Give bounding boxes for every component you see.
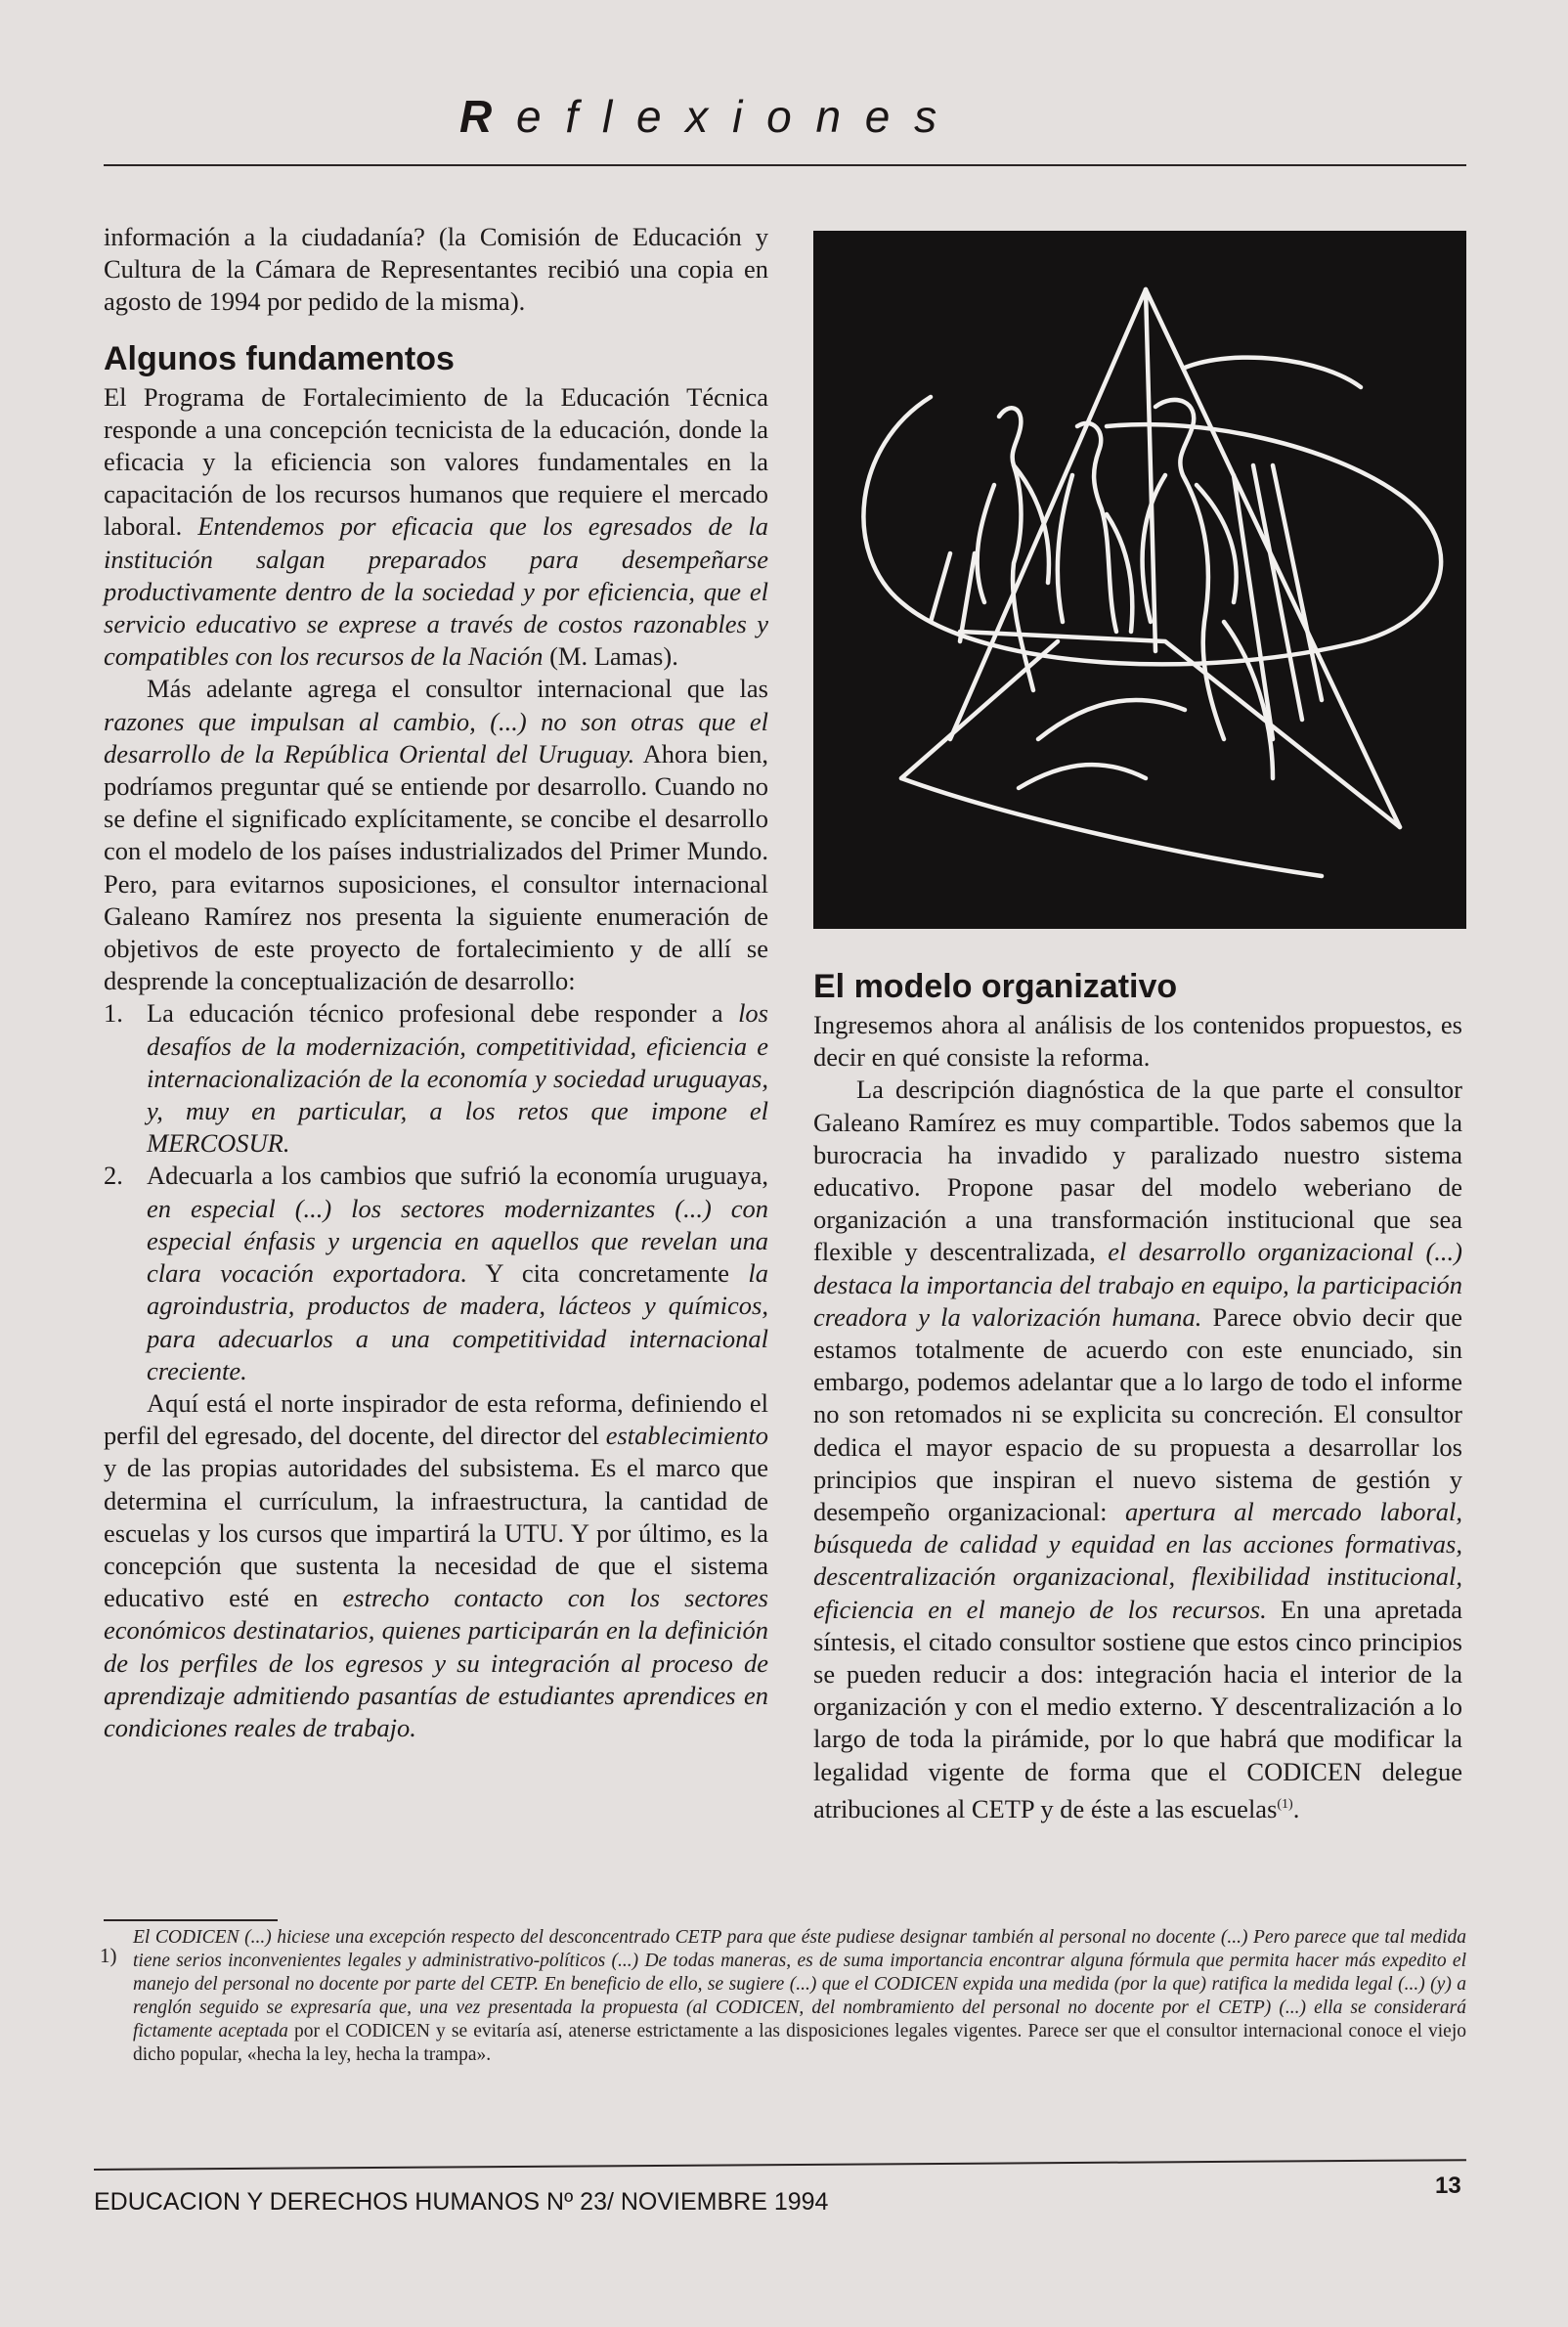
footer-rule xyxy=(94,2159,1466,2171)
right-column xyxy=(813,968,1462,1825)
objectives-list xyxy=(104,997,768,1386)
left-column xyxy=(104,221,768,1744)
footer-publication: EDUCACION Y DERECHOS HUMANOS Nº 23/ NOVIEMBRE 1994 xyxy=(94,2188,829,2216)
list-item-number: 2. xyxy=(104,1161,123,1191)
line-art-illustration xyxy=(813,231,1466,929)
quote-lamas: Entendemos por eficacia que los egresados de la institución salgan preparados para desempeñarse productivamente dentro de la sociedad y por eficiencia, que el servicio educativo se exprese a través de costos razonables y compatibles con los recursos de la Nación xyxy=(104,511,768,672)
running-header-rest: e f l e x i o n e s xyxy=(516,91,941,142)
quote-razones: razones que impulsan al cambio, (...) no son otras que el desarrollo de la República Oriental del Uruguay. xyxy=(104,706,768,768)
footnote-ref: (1) xyxy=(1277,1796,1293,1812)
paragraph-desarrollo: Más adelante agrega el consultor internacional que las razones que impulsan al cambio, (...) no son otras que el desarrollo de la República Oriental del Uruguay. Ahora bien, podríamos preguntar qué se entiende por desarrollo. Cuando no se define el significado explícitamente, se concibe el desarrollo con el modelo de los países industrializados del Primer Mundo. Pero, para evitarnos suposiciones, el consultor internacional Galeano Ramírez nos presenta la siguiente enumeración de objetivos de este proyecto de fortalecimiento y de allí se desprende la conceptualización de desarrollo: xyxy=(104,674,768,996)
header-rule xyxy=(104,164,1466,166)
paragraph-norte: Aquí está el norte inspirador de esta reforma, definiendo el perfil del egresado, del docente, del director del establecimiento y de las propias autoridades del subsistema. Es el marco que determina el currículum, la infraestructura, la cantidad de escuelas y los cursos que impartirá la UTU. Y por último, es la concepción que sustenta la necesidad de que el sistema educativo esté en estrecho contacto con los sectores económicos destinatarios, quienes participarán en la definición de los perfiles de los egresos y su integración al proceso de aprendizaje admitiendo pasantías de estudiantes aprendices en condiciones reales de trabajo. xyxy=(104,1387,768,1742)
footnote-number: 1) xyxy=(100,1944,117,1967)
running-header xyxy=(459,90,1144,143)
footnote xyxy=(94,1926,1466,2067)
section-heading-modelo: El modelo organizativo xyxy=(813,968,1178,1005)
list-item: 2. Adecuarla a los cambios que sufrió la economía uruguaya, en especial (...) los sectores modernizantes (...) con especial énfasis y urgencia en aquellos que revelan una clara vocación exportadora. Y cita concretamente la agroindustria, productos de madera, lácteos y químicos, para adecuarlos a una competitividad internacional creciente. xyxy=(104,1161,768,1385)
paragraph-analisis: Ingresemos ahora al análisis de los contenidos propuestos, es decir en qué consiste la reforma. xyxy=(813,1010,1462,1073)
paragraph-eficacia: El Programa de Fortalecimiento de la Educación Técnica responde a una concepción tecnicista de la educación, donde la eficacia y la eficiencia son valores fundamentales en la capacitación de los recursos humanos que requiere el mercado laboral. Entendemos por eficacia que los egresados de la institución salgan preparados para desempeñarse productivamente dentro de la sociedad y por eficiencia, que el servicio educativo se exprese a través de costos razonables y compatibles con los recursos de la Nación (M. Lamas). xyxy=(104,381,768,672)
list-item-number: 1. xyxy=(104,998,123,1029)
intro-paragraph: información a la ciudadanía? (la Comisión de Educación y Cultura de la Cámara de Representantes recibió una copia en agosto de 1994 por pedido de la misma). xyxy=(104,222,768,317)
page-number: 13 xyxy=(1435,2173,1461,2199)
list-item: 1. La educación técnico profesional debe responder a los desafíos de la modernización, competitividad, eficiencia e internacionalización de la economía y sociedad uruguayas, y, muy en particular, a los retos que impone el MERCOSUR. xyxy=(104,998,768,1159)
footnote-body: El CODICEN (...) hiciese una excepción respecto del desconcentrado CETP para que éste pudiese designar también al personal no docente (...) Pero parece que tal medida tiene serios inconvenientes legales y administrativo-políticos (...) De todas maneras, es de suma importancia encontrar alguna fórmula que permita hacer más expedito el manejo del personal no docente por parte del CETP. En beneficio de ello, se sugiere (...) que el CODICEN expida una medida (por la que) ratifica la medida legal (...) (y) a renglón seguido se expresaría que, una vez presentada la propuesta (al CODICEN, del nombramiento del personal no docente por el CETP) (...) ella se considerará fictamente aceptada por el CODICEN y se evitaría así, atenerse estrictamente a las disposiciones legales vigentes. Parece ser que el consultor internacional conoce el viejo dicho popular, «hecha la ley, hecha la trampa». xyxy=(133,1927,1467,2065)
section-heading-fundamentos: Algunos fundamentos xyxy=(104,339,455,377)
illustration-drawing xyxy=(813,231,1466,929)
paragraph-diagnostico: La descripción diagnóstica de la que parte el consultor Galeano Ramírez es muy compartible. Todos sabemos que la burocracia ha invadido y paralizado nuestro sistema educativo. Propone pasar del modelo weberiano de organización a una transformación institucional que sea flexible y descentralizada, el desarrollo organizacional (...) destaca la importancia del trabajo en equipo, la participación creadora y la valorización humana. Parece obvio decir que estamos totalmente de acuerdo con este enunciado, sin embargo, podemos adelantar que a lo largo de todo el informe no son retomados ni se explicita su concreción. El consultor dedica el mayor espacio de su propuesta a desarrollar los principios que inspiran el nuevo sistema de gestión y desempeño organizacional: apertura al mercado laboral, búsqueda de calidad y equidad en las acciones formativas, descentralización organizacional, flexibilidad institucional, eficiencia en el manejo de los recursos. En una apretada síntesis, el citado consultor sostiene que estos cinco principios se pueden reducir a dos: integración hacia el interior de la organización y con el medio externo. Y descentralización a lo largo de toda la pirámide, por lo que habrá que modificar la legalidad vigente de forma que el CODICEN delegue atribuciones al CETP y de éste a las escuelas$^{(1)}$. xyxy=(813,1075,1462,1823)
footnote-rule xyxy=(104,1919,278,1921)
running-header-initial: R xyxy=(459,91,497,142)
